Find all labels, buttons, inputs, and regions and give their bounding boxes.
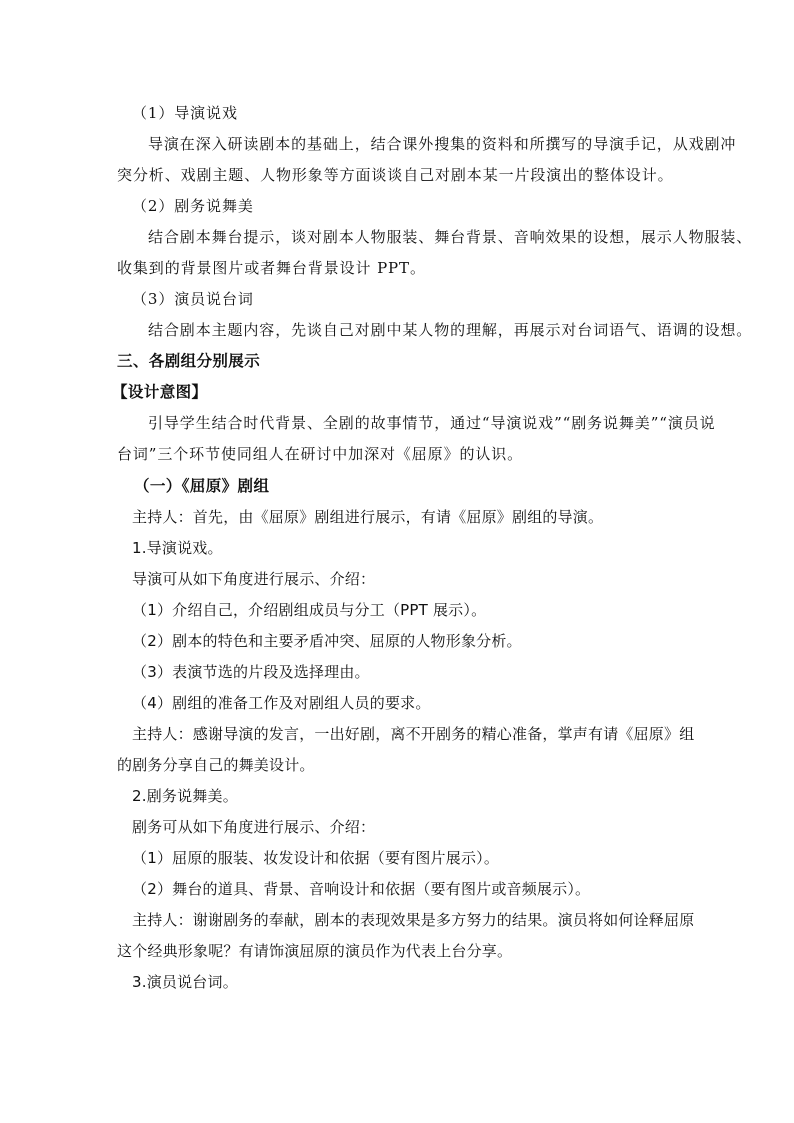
step-heading: 3.演员说台词。	[132, 973, 238, 991]
paragraph-line: 导演在深入研读剧本的基础上，结合课外搜集的资料和所撰写的导演手记，从戏剧冲	[148, 135, 737, 153]
paragraph-line: 剧务可从如下角度进行展示、介绍：	[132, 818, 376, 836]
paragraph-line: 主持人：谢谢剧务的奉献，剧本的表现效果是多方努力的结果。演员将如何诠释屈原	[132, 911, 695, 929]
paragraph-line: 收集到的背景图片或者舞台背景设计 PPT。	[117, 259, 426, 277]
paragraph-line: 引导学生结合时代背景、全剧的故事情节，通过“导演说戏”“剧务说舞美”“演员说	[148, 414, 716, 432]
paragraph-line: 结合剧本主题内容，先谈自己对剧中某人物的理解，再展示对台词语气、语调的设想。	[148, 321, 753, 339]
section-heading: 三、各剧组分别展示	[117, 352, 261, 370]
group-heading: （一）《屈原》剧组	[134, 477, 270, 495]
paragraph-line: 突分析、戏剧主题、人物形象等方面谈谈自己对剧本某一片段演出的整体设计。	[117, 166, 674, 184]
step-heading: 1.导演说戏。	[132, 539, 223, 557]
list-item: （4）剧组的准备工作及对剧组人员的要求。	[132, 694, 431, 712]
paragraph-line: 台词”三个环节使同组人在研讨中加深对《屈原》的认识。	[117, 445, 524, 463]
list-item: （1）介绍自己，介绍剧组成员与分工（PPT 展示）。	[132, 601, 487, 619]
list-item: （2）舞台的道具、背景、音响设计和依据（要有图片或音频展示）。	[132, 880, 591, 898]
paragraph-line: 的剧务分享自己的舞美设计。	[117, 756, 315, 774]
step-heading: 2.剧务说舞美。	[132, 787, 238, 805]
subsection-actor: （3）演员说台词	[132, 290, 254, 308]
list-item: （3）表演节选的片段及选择理由。	[132, 663, 370, 681]
list-item: （1）屈原的服装、妆发设计和依据（要有图片展示）。	[132, 849, 500, 867]
design-intent-heading: 【设计意图】	[112, 383, 208, 401]
subsection-stage: （2）剧务说舞美	[132, 197, 254, 215]
subsection-director: （1）导演说戏	[132, 104, 238, 122]
paragraph-line: 主持人：首先，由《屈原》剧组进行展示，有请《屈原》剧组的导演。	[132, 508, 604, 526]
paragraph-line: 导演可从如下角度进行展示、介绍：	[132, 570, 376, 588]
list-item: （2）剧本的特色和主要矛盾冲突、屈原的人物形象分析。	[132, 632, 522, 650]
paragraph-line: 结合剧本舞台提示，谈对剧本人物服装、舞台背景、音响效果的设想，展示人物服装、	[148, 228, 753, 246]
paragraph-line: 主持人：感谢导演的发言，一出好剧，离不开剧务的精心准备，掌声有请《屈原》组	[132, 725, 695, 743]
paragraph-line: 这个经典形象呢？有请饰演屈原的演员作为代表上台分享。	[117, 942, 513, 960]
